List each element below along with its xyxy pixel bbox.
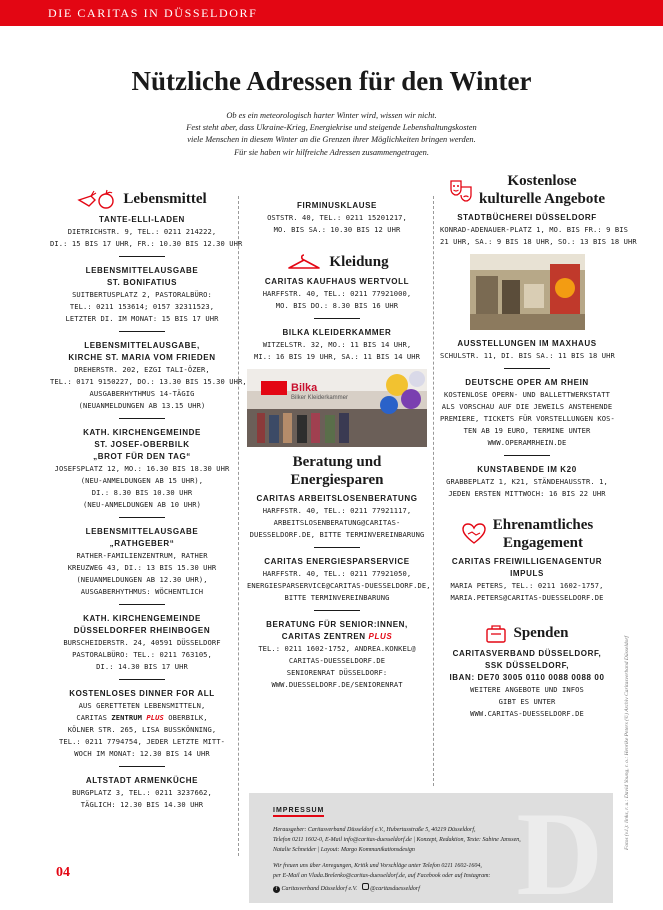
impressum-box xyxy=(249,793,613,903)
entry-name: DÜSSELDORFER RHEINBOGEN xyxy=(73,626,211,635)
entry-name: CARITASVERBAND DÜSSELDORF, xyxy=(452,649,602,658)
entry-detail: TEL.: 0171 9150227, DO.: 13.30 BIS 15.30 UHR, xyxy=(50,377,247,386)
entry-detail: WWW.DUESSELDORF.DE/SENIORENRAT xyxy=(271,680,403,689)
donation-box-icon xyxy=(485,622,507,644)
address-entry xyxy=(50,526,234,598)
address-entry xyxy=(440,212,637,248)
entry-detail: TEN AB 19 EURO, TERMINE UNTER xyxy=(463,426,591,435)
entry-detail: WWW.OPERAMRHEIN.DE xyxy=(487,438,567,447)
address-entry xyxy=(50,613,234,673)
entry-name: „BROT FÜR DEN TAG“ xyxy=(93,452,191,461)
entry-detail: GRABBEPLATZ 1, K21, STÄNDEHAUSSTR. 1, xyxy=(446,477,608,486)
entry-detail: KONRAD-ADENAUER-PLATZ 1, MO. BIS FR.: 9 BIS xyxy=(440,225,628,234)
entry-name: ST. BONIFATIUS xyxy=(106,278,178,287)
address-entry xyxy=(50,265,234,325)
entry-name: SSK DÜSSELDORF, xyxy=(484,661,570,670)
entry-detail: PREMIERE, TICKETS FÜR VORSTELLUNGEN KOS- xyxy=(440,414,615,423)
library-photo xyxy=(470,254,585,330)
address-entry xyxy=(50,427,234,511)
entry-detail: HARFFSTR. 40, TEL.: 0211 77921050, xyxy=(262,569,412,578)
plus-label: PLUS xyxy=(368,632,393,641)
heading-line: kulturelle Angebote xyxy=(479,191,605,207)
address-entry xyxy=(440,377,614,449)
entry-detail: JEDEN ERSTEN MITTWOCH: 16 BIS 22 UHR xyxy=(448,489,606,498)
entry-name: „RATHGEBER“ xyxy=(109,539,175,548)
entry-detail: TEL.: 0211 153614; 0157 32311523, xyxy=(69,302,215,311)
facebook-icon: f xyxy=(273,886,280,893)
entry-name: KOSTENLOSES DINNER FOR ALL xyxy=(69,689,215,698)
entry-detail: AUS GERETTETEN LEBENSMITTELN, xyxy=(78,701,206,710)
entry-detail: DUESSELDORF.DE, BITTE TERMINVEREINBARUNG xyxy=(249,530,425,539)
entry-detail: DI.: 14.30 BIS 17 UHR xyxy=(96,662,188,671)
entry-name: TANTE-ELLI-LADEN xyxy=(99,215,185,224)
section-heading-text: Spenden xyxy=(513,625,569,641)
address-entry xyxy=(440,464,614,500)
entry-name: BERATUNG FÜR SENIOR:INNEN, xyxy=(266,620,408,629)
entry-name: DEUTSCHE OPER AM RHEIN xyxy=(465,378,589,387)
facebook-link[interactable]: Caritasverband Düsseldorf e.V. xyxy=(281,886,358,892)
entry-name: ALTSTADT ARMENKÜCHE xyxy=(85,776,199,785)
entry-detail: KREUZWEG 43, DI.: 13 BIS 15.30 UHR xyxy=(67,563,217,572)
address-entry xyxy=(50,775,234,811)
bilka-sign-subtext: Bilker Kleiderkammer xyxy=(291,395,349,401)
section-heading-text: Lebensmittel xyxy=(123,191,207,207)
entry-detail: TÄGLICH: 12.30 BIS 14.30 UHR xyxy=(80,800,204,809)
bilka-sign-text: Bilka xyxy=(291,382,318,394)
entry-detail: MO. BIS DO.: 8.30 BIS 16 UHR xyxy=(275,301,399,310)
intro-text xyxy=(120,110,543,159)
bilka-photo-illustration xyxy=(247,369,427,447)
entry-separator xyxy=(119,604,165,605)
entry-detail: BURSCHEIDERSTR. 24, 40591 DÜSSELDORF xyxy=(63,638,221,647)
section-heading-text xyxy=(479,172,605,208)
entry-detail: MO. BIS SA.: 10.30 BIS 12 UHR xyxy=(273,225,401,234)
entry-name: FIRMINUSKLAUSE xyxy=(297,201,377,210)
entry-detail: RATHER-FAMILIENZENTRUM, RATHER xyxy=(76,551,208,560)
entry-name: LEBENSMITTELAUSGABE xyxy=(85,266,199,275)
impressum-line: Herausgeber: Caritasverband Düsseldorf e.V., Hubertusstraße 5, 40219 Düsseldorf, xyxy=(273,827,476,833)
entry-detail: SCHULSTR. 11, DI. BIS SA.: 11 BIS 18 UHR xyxy=(440,351,615,360)
section-heading-text xyxy=(493,516,594,552)
entry-detail-part: OBERBILK, xyxy=(163,713,208,722)
entry-detail: WEITERE ANGEBOTE UND INFOS xyxy=(470,685,584,694)
entry-detail: MARIA PETERS, TEL.: 0211 1602-1757, xyxy=(450,581,604,590)
entry-detail: BURGPLATZ 3, TEL.: 0211 3237662, xyxy=(72,788,212,797)
entry-name-part: CARITAS xyxy=(281,632,324,641)
entry-name: STADTBÜCHEREI DÜSSELDORF xyxy=(457,213,597,222)
section-header-label: DIE CARITAS IN DÜSSELDORF xyxy=(48,6,258,20)
entry-name: LEBENSMITTELAUSGABE, xyxy=(84,341,200,350)
entry-separator xyxy=(504,368,550,369)
entry-detail: DREHERSTR. 202, EZGI TALI-ÖZER, xyxy=(74,365,210,374)
entry-detail: BITTE TERMINVEREINBARUNG xyxy=(284,593,390,602)
address-entry xyxy=(247,327,427,363)
entry-detail: ARBEITSLOSENBERATUNG@CARITAS- xyxy=(273,518,401,527)
entry-detail: WWW.CARITAS-DUESSELDORF.DE xyxy=(470,709,584,718)
address-entry xyxy=(247,493,427,541)
heading-line: Beratung und xyxy=(292,454,382,470)
entry-detail: MARIA.PETERS@CARITAS-DUESSELDORF.DE xyxy=(450,593,604,602)
entry-name: IMPULS xyxy=(510,569,544,578)
column-divider xyxy=(238,196,239,856)
entry-detail: AUSGABERHYTHMUS: WÖCHENTLICH xyxy=(80,587,204,596)
entry-detail: (NEUANMELDUNGEN AB 12.30 UHR), xyxy=(76,575,208,584)
entry-separator xyxy=(314,610,360,611)
photo-credit: Fotos (v.l.): links, r. u.: David Young, r. o.: Henrike Peters (©) Archiv Caritasverband Düsseldorf xyxy=(624,635,630,850)
address-entry xyxy=(247,619,427,691)
instagram-link[interactable]: @caritasduesseldorf xyxy=(370,886,420,892)
photo-credit-area xyxy=(618,580,632,850)
entry-detail: WOCH IM MONAT: 12.30 BIS 14 UHR xyxy=(74,749,210,758)
entry-detail: DI.: 8.30 BIS 10.30 UHR xyxy=(91,488,193,497)
entry-detail: LETZTER DI. IM MONAT: 15 BIS 17 UHR xyxy=(65,314,219,323)
heading-line: Engagement xyxy=(503,535,583,551)
impressum-text xyxy=(273,825,521,894)
section-heading-engagement xyxy=(440,516,614,552)
entry-separator xyxy=(119,256,165,257)
entry-detail: ALS VORSCHAU AUF DIE JEWEILS ANSTEHENDE xyxy=(441,402,613,411)
impressum-line: Natalie Schneider | Layout: Margo Kommunikationsdesign xyxy=(273,847,415,853)
entry-detail: KÖLNER STR. 265, LISA BUSSKÖNNING, xyxy=(67,725,217,734)
address-entry xyxy=(50,214,243,250)
column-kultur-engagement-spenden xyxy=(440,172,637,720)
address-entry xyxy=(50,688,234,760)
impressum-line: Telefon 0211 1602-0, E-Mail info@caritas-duesseldorf.de | Konzept, Redaktion, Texte: Sabine Janssen, xyxy=(273,837,521,843)
address-entry xyxy=(247,276,427,312)
hanger-icon xyxy=(285,252,323,272)
entry-name: BILKA KLEIDERKAMMER xyxy=(282,328,392,337)
entry-name: IBAN: DE70 3005 0110 0088 0088 00 xyxy=(449,673,605,682)
address-entry xyxy=(247,556,431,604)
plus-label: PLUS xyxy=(146,713,164,722)
address-entry xyxy=(440,338,614,362)
entry-detail: HARFFSTR. 40, TEL.: 0211 77921117, xyxy=(262,506,412,515)
bilka-store-photo xyxy=(247,369,427,447)
entry-separator xyxy=(314,547,360,548)
entry-detail: 21 UHR, SA.: 9 BIS 18 UHR, SO.: 13 BIS 18 UHR xyxy=(440,237,637,246)
address-entry xyxy=(50,340,247,412)
entry-detail: SENIORENRAT DÜSSELDORF: xyxy=(286,668,388,677)
entry-separator xyxy=(119,331,165,332)
zentrum-label: ZENTRUM xyxy=(111,713,142,722)
instagram-icon xyxy=(362,883,369,890)
entry-name: KIRCHE ST. MARIA VOM FRIEDEN xyxy=(68,353,216,362)
entry-name: KUNSTABENDE IM K20 xyxy=(477,465,577,474)
entry-detail: DIETRICHSTR. 9, TEL.: 0211 214222, xyxy=(67,227,217,236)
entry-detail: JOSEFSPLATZ 12, MO.: 16.30 BIS 18.30 UHR xyxy=(54,464,230,473)
entry-name: LEBENSMITTELAUSGABE xyxy=(85,527,199,536)
entry-detail: KOSTENLOSE OPERN- UND BALLETTWERKSTATT xyxy=(443,390,611,399)
entry-detail: AUSGABERHYTHMUS 14-TÄGIG xyxy=(89,389,195,398)
entry-name: KATH. KIRCHENGEMEINDE xyxy=(83,614,201,623)
entry-detail: TEL.: 0211 7794754, JEDER LETZTE MITT- xyxy=(58,737,226,746)
entry-separator xyxy=(504,455,550,456)
entry-separator xyxy=(119,418,165,419)
entry-detail: SUITBERTUSPLATZ 2, PASTORALBÜRO: xyxy=(72,290,212,299)
impressum-line: per E-Mail an Vlada.Brelenko@caritas-duesseldorf.de, auf Facebook oder auf Instagram: xyxy=(273,873,491,879)
entry-detail: PASTORALBÜRO: TEL.: 0211 763105, xyxy=(72,650,212,659)
heading-line: Kostenlose xyxy=(507,173,577,189)
zentren-label: ZENTREN xyxy=(323,632,366,641)
vegetables-icon xyxy=(77,188,117,210)
intro-line: viele Menschen in diesem Winter an die Grenzen ihrer Möglichkeiten bringen werden. xyxy=(187,135,476,145)
section-header-bar xyxy=(0,0,663,26)
theater-masks-icon xyxy=(449,178,473,202)
entry-detail: (NEUANMELDUNGEN AB 13.15 UHR) xyxy=(78,401,206,410)
section-heading-spenden xyxy=(440,622,614,644)
entry-name: CARITAS ENERGIESPARSERVICE xyxy=(264,557,410,566)
entry-separator xyxy=(119,766,165,767)
heart-hands-icon xyxy=(461,522,487,546)
entry-name: KATH. KIRCHENGEMEINDE xyxy=(83,428,201,437)
section-heading-kleidung xyxy=(247,252,427,272)
heading-line: Ehrenamtliches xyxy=(492,517,594,533)
entry-separator xyxy=(314,318,360,319)
entry-separator xyxy=(119,517,165,518)
entry-name: CARITAS KAUFHAUS WERTVOLL xyxy=(264,277,410,286)
entry-detail: (NEU-ANMELDUNGEN AB 10 UHR) xyxy=(82,500,201,509)
intro-line: Für sie haben wir hilfreiche Adressen zusammengetragen. xyxy=(234,147,429,157)
impressum-line: Wir freuen uns über Anregungen, Kritik und Vorschläge unter Telefon 0211 1602-1604, xyxy=(273,863,482,869)
entry-detail: DI.: 15 BIS 17 UHR, FR.: 10.30 BIS 12.30 UHR xyxy=(50,239,243,248)
column-divider xyxy=(433,196,434,786)
intro-line: Ob es ein meteorologisch harter Winter wird, wissen wir nicht. xyxy=(226,111,437,120)
section-heading-text: Kleidung xyxy=(329,254,389,270)
section-heading-beratung xyxy=(247,453,427,489)
entry-name xyxy=(247,631,427,643)
entry-detail: WITZELSTR. 32, MO.: 11 BIS 14 UHR, xyxy=(262,340,412,349)
entry-detail xyxy=(50,712,234,724)
address-entry xyxy=(440,648,614,720)
social-row xyxy=(273,883,521,894)
section-heading-kultur xyxy=(440,172,614,208)
section-heading-lebensmittel xyxy=(50,188,234,210)
address-entry xyxy=(247,200,427,236)
column-lebensmittel xyxy=(50,188,247,811)
entry-name: CARITAS FREIWILLIGENAGENTUR xyxy=(451,557,603,566)
entry-name: ST. JOSEF-OBERBILK xyxy=(94,440,190,449)
entry-detail-part: CARITAS xyxy=(76,713,112,722)
decorative-letter: D xyxy=(516,793,603,903)
page-number: 04 xyxy=(56,865,70,880)
entry-detail: CARITAS-DUESSELDORF.DE xyxy=(288,656,386,665)
entry-name: AUSSTELLUNGEN IM MAXHAUS xyxy=(457,339,597,348)
entry-separator xyxy=(119,679,165,680)
entry-detail: GIBT ES UNTER xyxy=(498,697,556,706)
library-photo-illustration xyxy=(470,254,585,330)
intro-line: Fest steht aber, dass Ukraine-Krieg, Energiekrise und steigende Lebenshaltungskosten xyxy=(186,123,477,133)
entry-detail: MI.: 16 BIS 19 UHR, SA.: 11 BIS 14 UHR xyxy=(253,352,421,361)
entry-detail: ENERGIESPARSERVICE@CARITAS-DUESSELDORF.DE, xyxy=(247,581,431,590)
entry-detail: OSTSTR. 40, TEL.: 0211 15201217, xyxy=(267,213,407,222)
impressum-heading: IMPRESSUM xyxy=(273,807,324,817)
section-heading-text xyxy=(290,453,383,489)
page-title: Nützliche Adressen für den Winter xyxy=(131,66,532,96)
entry-detail: (NEU-ANMELDUNGEN AB 15 UHR), xyxy=(80,476,204,485)
column-kleidung-beratung xyxy=(247,200,431,691)
address-entry xyxy=(440,556,614,604)
entry-detail: HARFFSTR. 40, TEL.: 0211 77921000, xyxy=(262,289,412,298)
entry-detail: TEL.: 0211 1602-1752, ANDREA.KONKEL@ xyxy=(258,644,416,653)
entry-name: CARITAS ARBEITSLOSENBERATUNG xyxy=(256,494,418,503)
heading-line: Energiesparen xyxy=(290,472,384,488)
